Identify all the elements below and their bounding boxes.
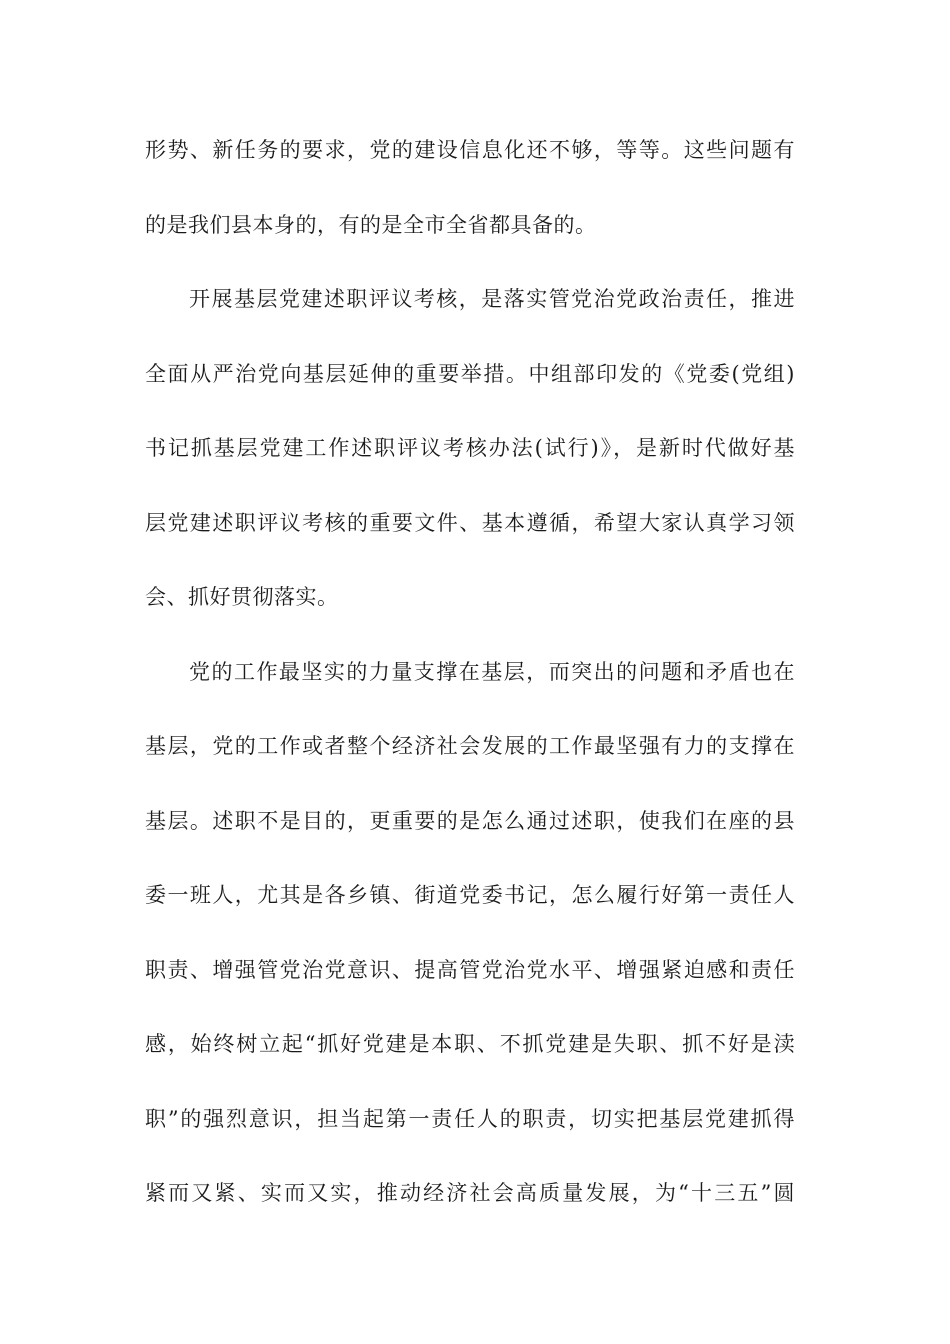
text-line: 职责、增强管党治党意识、提高管党治党水平、增强紧迫感和责任 xyxy=(145,957,795,982)
text-line: 党的工作最坚实的力量支撑在基层，而突出的问题和矛盾也在 xyxy=(189,659,795,684)
text-line: 职”的强烈意识，担当起第一责任人的职责，切实把基层党建抓得 xyxy=(145,1106,795,1131)
text-line: 形势、新任务的要求，党的建设信息化还不够，等等。这些问题有 xyxy=(145,138,795,162)
text-line: 会、抓好贯彻落实。 xyxy=(145,585,339,609)
text-line: 基层，党的工作或者整个经济社会发展的工作最坚强有力的支撑在 xyxy=(145,734,795,758)
text-line: 基层。述职不是目的，更重要的是怎么通过述职，使我们在座的县 xyxy=(145,808,795,833)
text-line: 层党建述职评议考核的重要文件、基本遵循，希望大家认真学习领 xyxy=(145,510,795,535)
text-line: 开展基层党建述职评议考核，是落实管党治党政治责任，推进 xyxy=(189,287,795,311)
text-line: 书记抓基层党建工作述职评议考核办法(试行)》，是新时代做好基 xyxy=(145,436,795,460)
text-line: 全面从严治党向基层延伸的重要举措。中组部印发的《党委(党组) xyxy=(145,361,795,386)
text-line: 委一班人，尤其是各乡镇、街道党委书记，怎么履行好第一责任人 xyxy=(145,883,795,907)
document-body xyxy=(145,130,795,1248)
text-line: 的是我们县本身的，有的是全市全省都具备的。 xyxy=(145,212,597,237)
text-line: 紧而又紧、实而又实，推动经济社会高质量发展，为“十三五”圆 xyxy=(145,1181,795,1205)
text-line: 感，始终树立起“抓好党建是本职、不抓党建是失职、抓不好是渎 xyxy=(145,1032,795,1056)
